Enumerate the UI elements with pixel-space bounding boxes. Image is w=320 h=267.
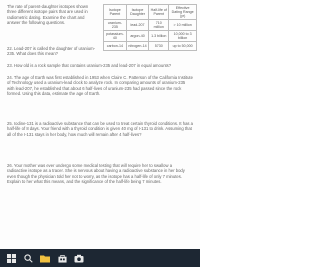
- table-header-row: [104, 5, 197, 20]
- table-cell: carbon-14: [104, 42, 127, 51]
- table-cell: uranium-235: [104, 20, 127, 31]
- col-header: Half-life of Parent: [149, 5, 169, 20]
- table-cell: nitrogen-14: [126, 42, 149, 51]
- taskbar: [0, 249, 200, 267]
- table-cell: 5730: [149, 42, 169, 51]
- table-cell: up to 50,000: [169, 42, 197, 51]
- question-22: 22. Lead-207 is called the daughter of uranium-235. What does this mean?: [7, 46, 95, 57]
- table-cell: 10,000 to 3 billion: [169, 31, 197, 42]
- table-cell: argon-40: [126, 31, 149, 42]
- table-cell: potassium-40: [104, 31, 127, 42]
- question-23: 23. How old is a rock sample that contains uranium-235 and lead-207 in equal amounts?: [7, 63, 172, 68]
- start-icon[interactable]: [4, 251, 18, 265]
- col-header: Isotope Parent: [104, 5, 127, 20]
- table-cell: 710 million: [149, 20, 169, 31]
- table-cell: > 10 million: [169, 20, 197, 31]
- isotope-table: [103, 4, 197, 51]
- camera-icon[interactable]: [72, 251, 86, 265]
- table-row: [104, 31, 197, 42]
- folder-icon[interactable]: [38, 251, 52, 265]
- store-icon[interactable]: [55, 251, 69, 265]
- table-cell: 1.3 billion: [149, 31, 169, 42]
- intro-text: The rate of parent-daughter isotopes shown three different isotope pairs that are used in radiometric dating. Examine the chart and answer the following questions.: [7, 4, 89, 25]
- question-25: 25. Iodine-131 is a radioactive substance that can be used to treat certain thyroid conditions. It has a half-life of 8 days. Your friend with a thyroid condition is given 40 mg of I-131 to drink. Assuming that all of the I-131 stays in her body, how much will remain after 4 half-lives?: [7, 121, 193, 137]
- table-row: [104, 20, 197, 31]
- question-24: 24. The age of Earth was first established in 1953 when Claire C. Patterson of the California Institute of Technology used a uranium-lead clock to analyze rock. In comparing amounts of uranium-235 with lead-207, he established that about 6 half-lives of uranium-235 had passed since the rock formed. Using this data, estimate the age of Earth.: [7, 75, 193, 97]
- col-header: Isotope Daughter: [126, 5, 149, 20]
- table-cell: lead-207: [126, 20, 149, 31]
- col-header: Effective Dating Range (yr): [169, 5, 197, 20]
- question-26: 26. Your mother was ever undergo some medical testing that will require her to swallow a radioactive isotope as a tracer. She is nervous about having a radioactive substance in her body even though the physician told her not to worry, as the isotope has a half-life of only 7 minutes. Explain to her what this means, and the significance of the half-life being 7 minutes.: [7, 163, 185, 185]
- search-icon[interactable]: [21, 251, 35, 265]
- table-row: [104, 42, 197, 51]
